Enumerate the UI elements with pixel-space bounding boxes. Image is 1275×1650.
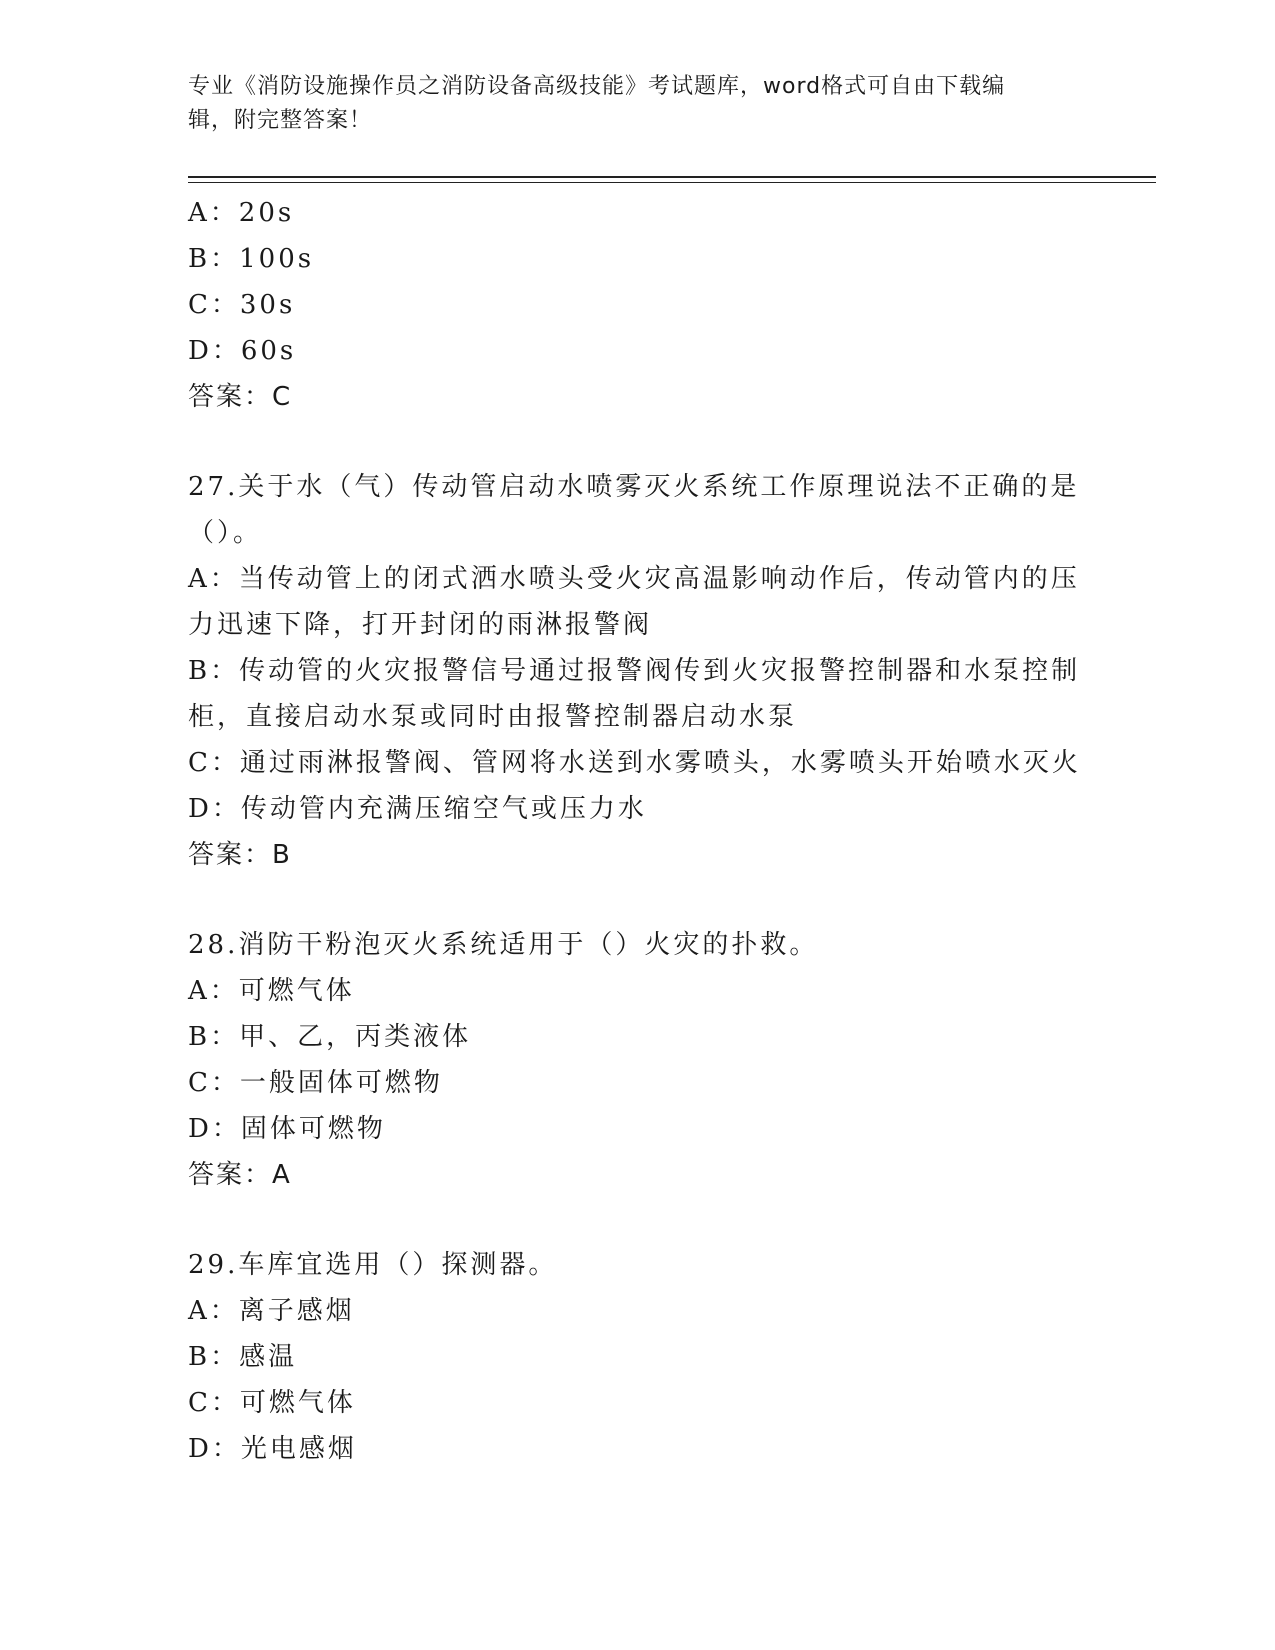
option-a: A：可燃气体	[188, 976, 355, 1006]
option-a-continued: 力迅速下降，打开封闭的雨淋报警阀	[188, 610, 653, 640]
question-27	[188, 464, 1088, 878]
option-a: A：20s	[188, 198, 295, 228]
option-d: D：光电感烟	[188, 1434, 357, 1464]
option-b: B：甲、乙，丙类液体	[188, 1022, 472, 1052]
question-26	[188, 190, 1088, 420]
header-line-2: 辑，附完整答案！	[188, 108, 373, 133]
option-b: B：传动管的火灾报警信号通过报警阀传到火灾报警控制器和水泵控制	[188, 656, 1081, 686]
option-a: A：离子感烟	[188, 1296, 355, 1326]
question-28	[188, 922, 1088, 1198]
question-title: 29.车库宜选用（）探测器。	[188, 1250, 558, 1280]
header-divider-thick	[188, 176, 1156, 178]
option-b: B：感温	[188, 1342, 298, 1372]
document-header	[188, 70, 1088, 138]
option-d: D：固体可燃物	[188, 1114, 386, 1144]
option-d: D：传动管内充满压缩空气或压力水	[188, 794, 647, 824]
answer-line: 答案：A	[188, 1160, 292, 1190]
question-content	[188, 190, 1088, 1472]
header-divider-thin	[188, 182, 1156, 183]
answer-line: 答案：B	[188, 840, 292, 870]
option-c: C：可燃气体	[188, 1388, 356, 1418]
question-29	[188, 1242, 1088, 1472]
option-a: A：当传动管上的闭式洒水喷头受火灾高温影响动作后，传动管内的压	[188, 564, 1080, 594]
option-c: C：通过雨淋报警阀、管网将水送到水雾喷头，水雾喷头开始喷水灭火	[188, 748, 1081, 778]
option-d: D：60s	[188, 336, 297, 366]
option-b: B：100s	[188, 244, 315, 274]
header-line-1: 专业《消防设施操作员之消防设备高级技能》考试题库，word格式可自由下载编	[188, 74, 1006, 99]
option-c: C：30s	[188, 290, 296, 320]
question-title-line-2: （）。	[188, 518, 263, 548]
option-b-continued: 柜，直接启动水泵或同时由报警控制器启动水泵	[188, 702, 798, 732]
answer-line: 答案：C	[188, 382, 293, 412]
question-title: 28.消防干粉泡灭火系统适用于（）火灾的扑救。	[188, 930, 819, 960]
option-c: C：一般固体可燃物	[188, 1068, 443, 1098]
question-title-line-1: 27.关于水（气）传动管启动水喷雾灭火系统工作原理说法不正确的是	[188, 472, 1080, 502]
